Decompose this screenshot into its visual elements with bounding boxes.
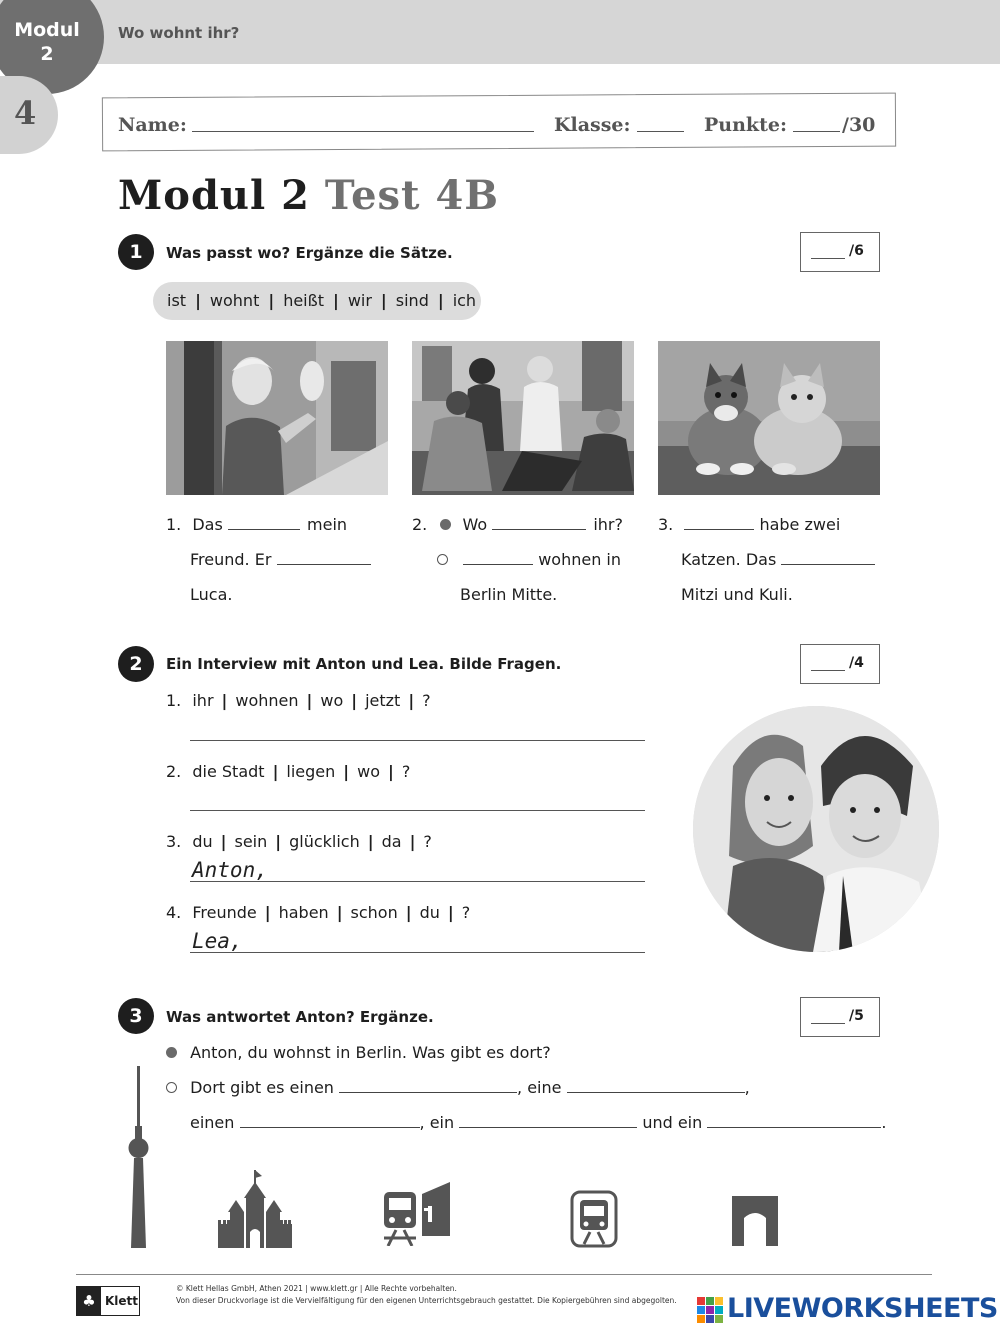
task3-instruction: Was antwortet Anton? Ergänze. [166,1008,434,1026]
task1-item3-num: 3. [658,515,674,534]
task1-item3-gap2[interactable] [781,552,875,565]
task2-instruction: Ein Interview mit Anton und Lea. Bilde Fragen. [166,655,562,673]
task2-score-field[interactable] [811,670,845,671]
photo-boy-waving-image [166,341,388,495]
name-label: Name: [118,114,187,136]
klett-emblem-icon: ♣ [77,1287,101,1315]
task1-item2-gap2[interactable] [463,552,533,565]
task3-score-box [800,997,880,1037]
task3-gap1[interactable] [339,1080,517,1093]
word-box: ist | wohnt | heißt | wir | sind | ich [153,282,481,320]
task3-score-field[interactable] [811,1023,845,1024]
task1-item1-num: 1. [166,515,182,534]
modul-word: Modul [14,19,80,41]
task1-item2-gap1[interactable] [492,517,586,530]
word-item: wir [347,291,372,310]
task1-item1-gap2[interactable] [277,552,371,565]
photo-group-image [412,341,634,495]
task2-q1: 1. ihr | wohnen | wo | jetzt | ? [166,691,431,710]
task2-prefill-lea: Lea, [192,929,243,953]
castle-icon [218,1170,292,1248]
metro-icon [570,1190,618,1248]
task1-item3-gap1[interactable] [684,517,754,530]
task2-answer-line-2[interactable] [190,810,645,811]
word-item: sind [395,291,429,310]
klasse-field[interactable] [637,131,684,132]
task3-number: 3 [118,998,154,1034]
punkte-label: Punkte: [704,114,787,136]
word-item: heißt [283,291,324,310]
photo-boy-waving [166,341,388,495]
task1-item2-line2: wohnen in [437,550,621,570]
title-part1: Modul 2 [118,172,310,219]
task1-item2-line3: Berlin Mitte. [460,585,558,604]
task1-item3-line3: Mitzi und Kuli. [681,585,793,604]
header-subtitle: Wo wohnt ihr? [118,24,240,42]
gate-icon [732,1196,778,1246]
punkte-field[interactable] [793,131,840,132]
task2-number: 2 [118,646,154,682]
photo-anton-lea-image [693,706,939,952]
photo-cats [658,341,880,495]
klasse-label: Klasse: [554,114,631,136]
word-item: wohnt [209,291,260,310]
task1-item3-line2: Katzen. Das [681,550,875,570]
title-part2: Test 4B [324,172,500,219]
speaker-a-dot [166,1047,177,1058]
task3-gap4[interactable] [459,1115,637,1128]
tv-tower-icon [124,1066,154,1248]
punkte-total: /30 [842,114,876,136]
task3-score: /5 [849,1008,864,1024]
task1-item2-line1: 2. Wo ihr? [412,515,623,534]
test-number: 4 [14,94,37,132]
task1-score: /6 [849,243,864,259]
photo-cats-image [658,341,880,495]
task3-question: Anton, du wohnst in Berlin. Was gibt es dort? [166,1043,551,1063]
speaker-a-dot [440,519,451,530]
task2-prefill-anton: Anton, [192,858,268,882]
task3-answer-line1: Dort gibt es einen , eine , [166,1078,750,1098]
task2-score-box [800,644,880,684]
photo-anton-lea [693,706,939,952]
task3-gap5[interactable] [707,1115,881,1128]
speaker-b-dot [166,1082,177,1093]
task1-item1-line3: Luca. [190,585,233,604]
task1-item1-line2: Freund. Er [190,550,371,570]
task1-item3-line1: 3. habe zwei [658,515,841,534]
word-item: ist [167,291,187,310]
task3-gap3[interactable] [240,1115,420,1128]
liveworksheets-logo-icon [697,1297,723,1323]
train-station-icon [384,1180,452,1246]
modul-number: 2 [40,43,54,65]
task1-item1-gap1[interactable] [228,517,300,530]
task1-item1-line1: 1. Das mein [166,515,348,534]
task2-score: /4 [849,655,864,671]
liveworksheets-text: LIVEWORKSHEETS [727,1293,998,1324]
task2-answer-line-4[interactable] [190,952,645,953]
footer-copyright: © Klett Hellas GmbH, Athen 2021 | www.klett.gr | Alle Rechte vorbehalten. [176,1284,457,1293]
task3-gap2[interactable] [567,1080,745,1093]
page-title [118,172,499,219]
klett-text: Klett [105,1294,139,1308]
task2-q2: 2. die Stadt | liegen | wo | ? [166,762,411,781]
task2-q3: 3. du | sein | glücklich | da | ? [166,832,432,851]
speaker-b-dot [437,554,448,565]
task2-answer-line-3[interactable] [190,881,645,882]
task1-item2-num: 2. [412,515,428,534]
task1-score-field[interactable] [811,258,845,259]
task1-instruction: Was passt wo? Ergänze die Sätze. [166,244,453,262]
task1-number: 1 [118,234,154,270]
photo-group [412,341,634,495]
klett-logo [76,1286,140,1316]
task2-answer-line-1[interactable] [190,740,645,741]
word-item: ich [452,291,477,310]
footer-notice: Von dieser Druckvorlage ist die Vervielfältigung für den eigenen Unterrichtsgebrauch gestattet. Die Kopiergebühren sind abgegolten. [176,1296,677,1305]
name-field[interactable] [192,131,534,132]
task2-q4: 4. Freunde | haben | schon | du | ? [166,903,471,922]
task3-answer-line2: einen , ein und ein . [190,1113,887,1132]
footer-divider [76,1274,932,1275]
task1-score-box [800,232,880,272]
